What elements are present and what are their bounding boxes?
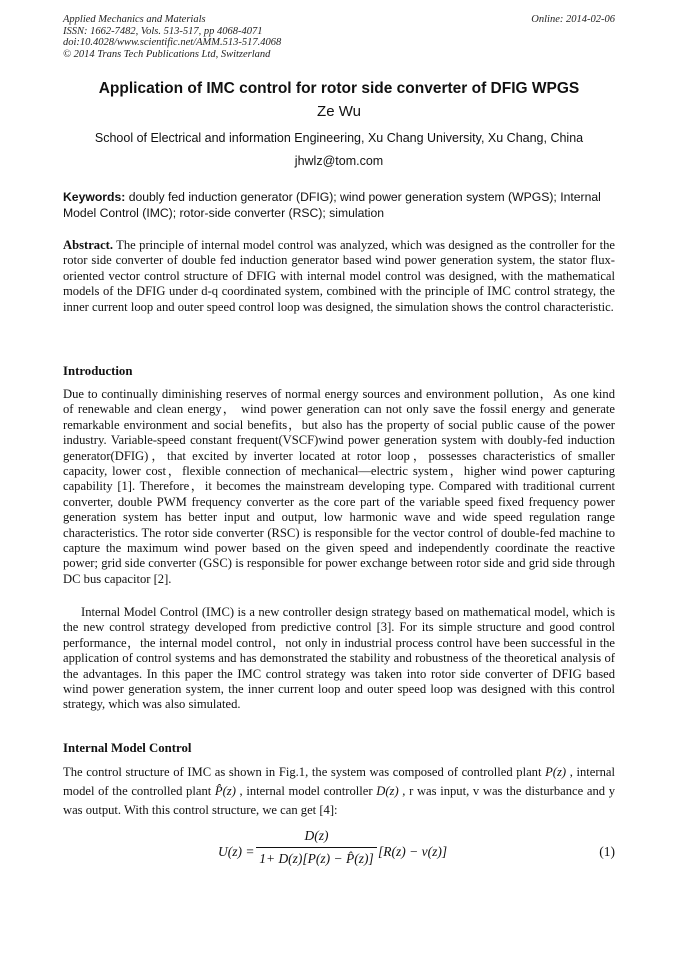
equation-numerator: D(z) (304, 828, 329, 843)
equation-denominator: 1+ D(z)[P(z) − P̂(z)] (259, 851, 374, 866)
imc-text-1: The control structure of IMC as shown in Fig.1, the system was composed of controlled plant (63, 765, 546, 779)
equation-1 (0, 828, 678, 878)
imc-text-3: , internal model controller (235, 784, 377, 798)
keywords-label: Keywords: (63, 190, 126, 204)
imc-text-4: , r was input, v was the disturbance and y was output. With this control structure, we can get [4]: (63, 784, 616, 817)
journal-name: Applied Mechanics and Materials (63, 14, 206, 25)
keywords-text: doubly fed induction generator (DFIG); wind power generation system (WPGS); Internal Model Control (IMC); rotor-side converter (RSC); simulation (63, 190, 601, 220)
issn-line: ISSN: 1662-7482, Vols. 513-517, pp 4068-4071 (63, 25, 263, 37)
equation-number: (1) (599, 844, 615, 859)
equation-rhs: [R(z) − v(z)] (378, 844, 448, 859)
doi-line: doi:10.4028/www.scientific.net/AMM.513-517.4068 (63, 37, 282, 48)
introduction-paragraph-2: Internal Model Control (IMC) is a new controller design strategy based on mathematical model, which is the new control strategy developed from predictive control [3]. For its simple structure and good control performance，the internal model control，not only in industrial process control have been successful in the application of control systems and has demonstrated the stability and robustness of the theoretical analysis of the advantages. In this paper the IMC control strategy was taken into rotor side converter of DFIG based wind power generation system, the inner current loop and outer speed loop was designed with this control strategy, which was also simulated. (63, 605, 615, 712)
abstract-text: The principle of internal model control was analyzed, which was designed as the controller for the rotor side converter of double fed induction generator based wind power generation system, the stator flux-oriented vector control structure of DFIG with internal model control was designed, with the mathematical models of the DFIG under d-q coordinated system, combined with the principle of IMC control strategy, the inner current loop and outer speed control loop was designed, the simulation shows the control characteristic. (63, 238, 615, 314)
imc-heading: Internal Model Control (63, 741, 192, 755)
math-plant: P(z) (545, 765, 567, 779)
author-email: jhwlz@tom.com (294, 154, 384, 168)
online-date: Online: 2014-02-06 (531, 14, 615, 25)
journal-metadata (63, 14, 281, 60)
copyright-line: © 2014 Trans Tech Publications Ltd, Switzerland (63, 48, 271, 60)
introduction-paragraph-1: Due to continually diminishing reserves of normal energy sources and environment pollution，As one kind of renewable and clean energy， wind power generation can not only save the fossil energy and generate remarkable environment and social benefits，but also has the property of social public cause of the power industry. Variable-speed constant frequent(VSCF)wind power generation system with doubly-fed induction generator(DFIG)，that excited by inverter located at rotor loop，possesses characteristics of smaller capacity, lower cost，flexible connection of mechanical—electric system，higher wind power capturing capability [1]. Therefore，it becomes the mainstream developing type. Compared with traditional current converter, double PWM frequency converter as the core part of the variable speed fixed frequency power generation system has better input and output, low harmonic wave and wide speed regulation range characteristics. The rotor side converter (RSC) is responsible for the vector control of double-fed machine to capture the maximum wind power based on the given speed and independently coordinate the reactive power; grid side converter (GSC) is responsible for power exchange between rotor side and grid side through DC bus capacitor [2]. (63, 387, 615, 586)
equation-fraction (256, 828, 377, 867)
fraction-bar (256, 847, 377, 848)
abstract-label: Abstract. (63, 238, 114, 252)
math-internal-model: P̂(z) (214, 784, 236, 798)
equation-lhs: U(z) = (218, 844, 255, 859)
introduction-heading: Introduction (63, 364, 133, 378)
paper-title: Application of IMC control for rotor side converter of DFIG WPGS (98, 80, 580, 97)
imc-text-2: , internal model of the controlled plant (63, 765, 615, 798)
affiliation: School of Electrical and information Engineering, Xu Chang University, Xu Chang, China (94, 131, 584, 145)
keywords (63, 189, 615, 221)
math-controller: D(z) (376, 784, 399, 798)
author-name: Ze Wu (317, 103, 361, 120)
abstract (63, 238, 615, 315)
imc-paragraph (63, 763, 615, 820)
